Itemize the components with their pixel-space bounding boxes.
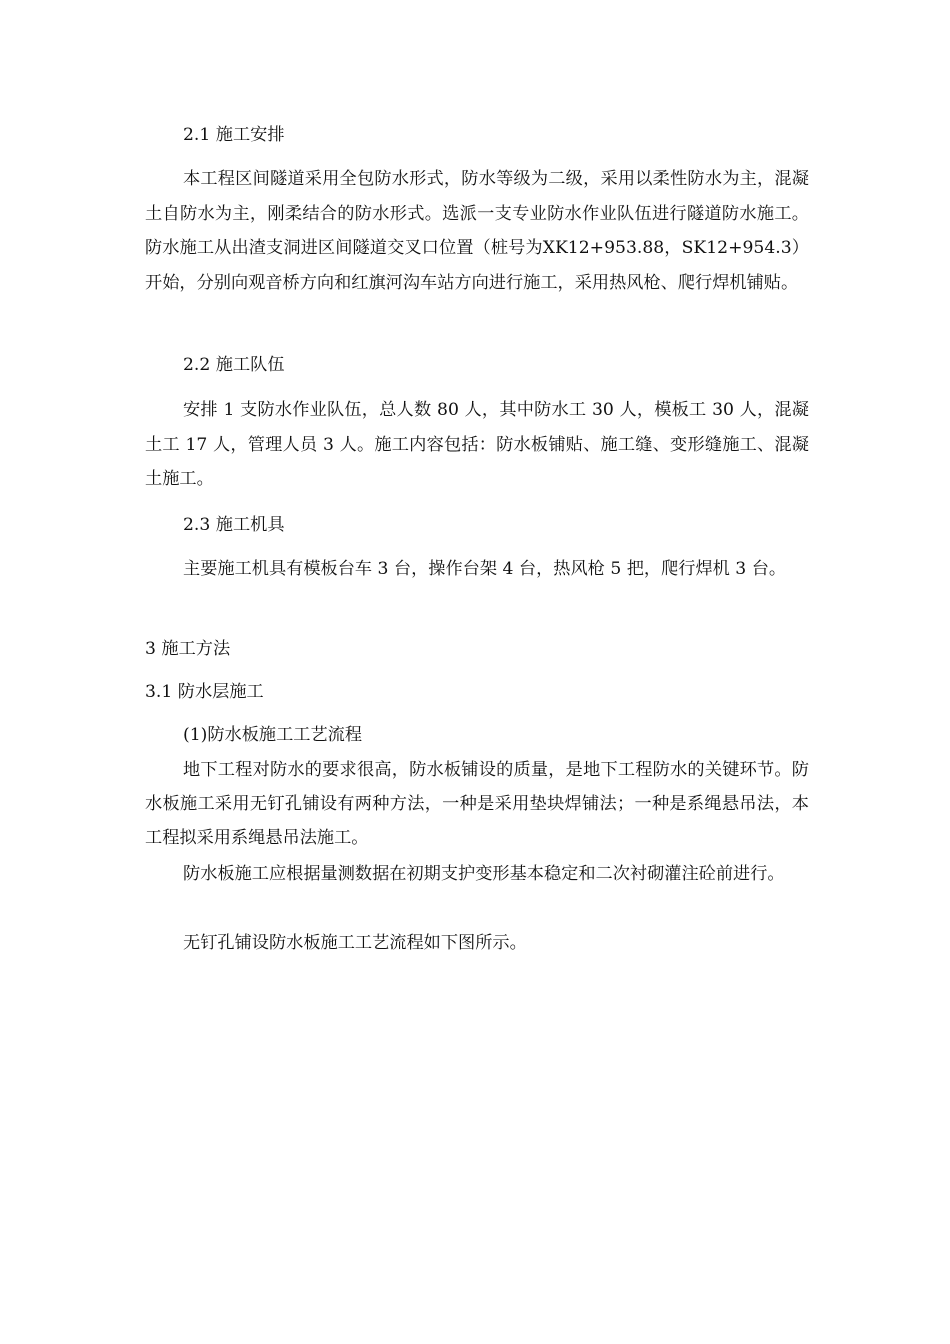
paragraph-waterproof-requirements: 地下工程对防水的要求很高，防水板铺设的质量，是地下工程防水的关键环节。防水板施工采用无钉孔铺设有两种方法，一种是采用垫块焊铺法；一种是系绳悬吊法，本工程拟采用系绳悬吊法施工。 bbox=[145, 760, 809, 848]
section-heading-2-2: 2.2 施工队伍 bbox=[183, 355, 285, 375]
paragraph-waterproof-timing: 防水板施工应根据量测数据在初期支护变形基本稳定和二次衬砌灌注砼前进行。 bbox=[183, 864, 785, 884]
section-heading-2-1: 2.1 施工安排 bbox=[183, 125, 285, 145]
section-heading-3-1: 3.1 防水层施工 bbox=[145, 682, 264, 702]
paragraph-construction-equipment: 主要施工机具有模板台车 3 台，操作台架 4 台，热风枪 5 把，爬行焊机 3 台。 bbox=[183, 559, 787, 579]
section-heading-2-3: 2.3 施工机具 bbox=[183, 515, 285, 535]
section-heading-3: 3 施工方法 bbox=[145, 639, 231, 659]
paragraph-construction-arrangement: 本工程区间隧道采用全包防水形式，防水等级为二级，采用以柔性防水为主，混凝土自防水为主，刚柔结合的防水形式。选派一支专业防水作业队伍进行隧道防水施工。防水施工从出渣支洞进区间隧道交叉口位置（桩号为XK12+953.88，SK12+954.3）开始，分别向观音桥方向和红旗河沟车站方向进行施工，采用热风枪、爬行焊机铺贴。 bbox=[145, 169, 809, 293]
paragraph-process-figure-reference: 无钉孔铺设防水板施工工艺流程如下图所示。 bbox=[183, 933, 527, 953]
subheading-waterproof-board-process: (1)防水板施工工艺流程 bbox=[183, 725, 363, 745]
paragraph-construction-team: 安排 1 支防水作业队伍，总人数 80 人，其中防水工 30 人，模板工 30 人，混凝土工 17 人，管理人员 3 人。施工内容包括：防水板铺贴、施工缝、变形缝施工、混凝土施工。 bbox=[145, 400, 809, 489]
